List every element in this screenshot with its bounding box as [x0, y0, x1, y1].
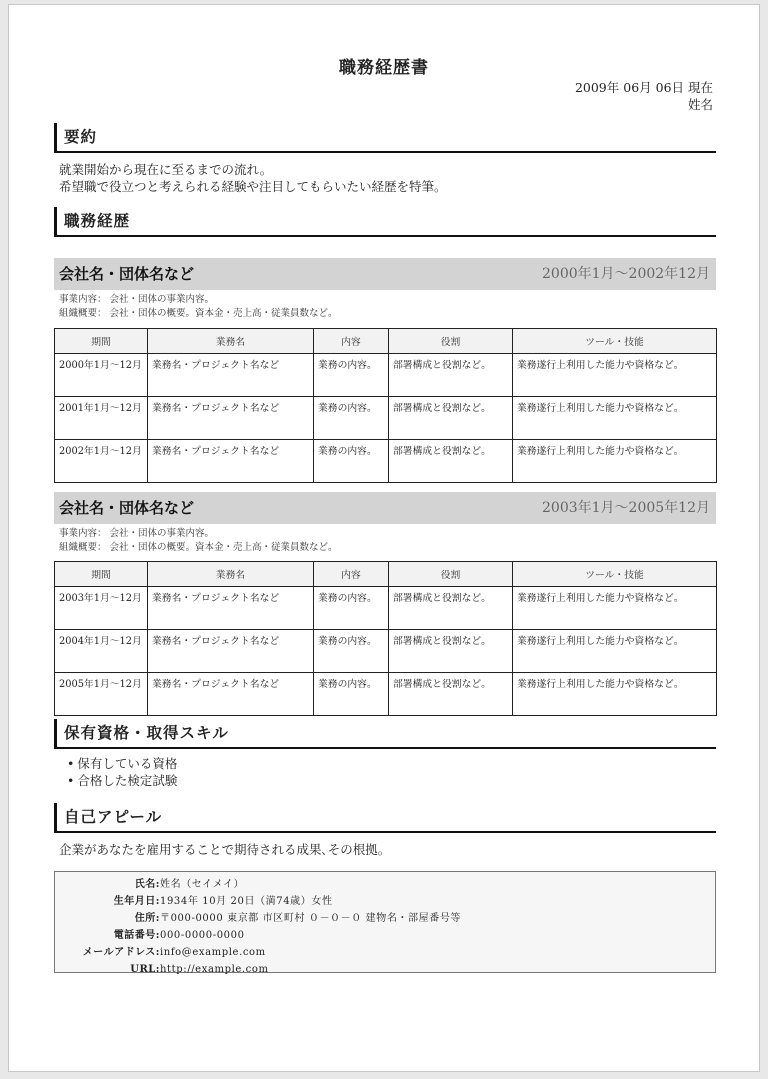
table-row [55, 440, 717, 483]
skills-list [67, 755, 177, 789]
info-value: 〒000-0000 東京都 市区町村 ０－０－０ 建物名・部屋番号等 [160, 913, 462, 924]
table-row [55, 630, 717, 673]
cell-task: 業務名・プロジェクト名など [148, 587, 314, 630]
cell-tools: 業務遂行上利用した能力や資格など。 [513, 397, 717, 440]
cell-content: 業務の内容。 [314, 440, 389, 483]
info-row [55, 927, 715, 944]
cell-role: 部署構成と役割など。 [389, 440, 513, 483]
work-history-table [54, 328, 717, 483]
table-row [55, 354, 717, 397]
info-label: 電話番号: [113, 930, 160, 941]
cell-role: 部署構成と役割など。 [389, 587, 513, 630]
business-description: 事業内容： 会社・団体の事業内容。 [59, 294, 215, 305]
info-value: 姓名（セイメイ） [160, 879, 245, 890]
info-value: 000-0000-0000 [160, 930, 245, 941]
column-header: 期間 [55, 562, 148, 587]
company-period: 2003年1月～2005年12月 [542, 500, 710, 516]
business-description: 事業内容： 会社・団体の事業内容。 [59, 528, 215, 539]
company-name: 会社名・団体名など [59, 265, 195, 283]
company-name: 会社名・団体名など [59, 499, 195, 517]
cell-task: 業務名・プロジェクト名など [148, 397, 314, 440]
cell-task: 業務名・プロジェクト名など [148, 630, 314, 673]
cell-task: 業務名・プロジェクト名など [148, 440, 314, 483]
cell-period: 2002年1月～12月 [55, 440, 148, 483]
column-header: 業務名 [148, 329, 314, 354]
cell-role: 部署構成と役割など。 [389, 354, 513, 397]
company-period: 2000年1月～2002年12月 [542, 266, 710, 282]
cell-tools: 業務遂行上利用した能力や資格など。 [513, 673, 717, 716]
info-value[interactable]: info@example.com [160, 947, 266, 958]
cell-tools: 業務遂行上利用した能力や資格など。 [513, 354, 717, 397]
cell-content: 業務の内容。 [314, 673, 389, 716]
info-row [55, 876, 715, 893]
cell-content: 業務の内容。 [314, 587, 389, 630]
cell-period: 2001年1月～12月 [55, 397, 148, 440]
cell-tools: 業務遂行上利用した能力や資格など。 [513, 587, 717, 630]
cell-role: 部署構成と役割など。 [389, 630, 513, 673]
resume-page [8, 4, 760, 1072]
table-row [55, 673, 717, 716]
cell-tools: 業務遂行上利用した能力や資格など。 [513, 440, 717, 483]
summary-line: 就業開始から現在に至るまでの流れ。 [59, 162, 273, 177]
column-header: ツール・技能 [513, 562, 717, 587]
cell-content: 業務の内容。 [314, 354, 389, 397]
list-item: • 合格した検定試験 [67, 772, 177, 789]
cell-task: 業務名・プロジェクト名など [148, 354, 314, 397]
organization-description: 組織概要： 会社・団体の概要。資本金・売上高・従業員数など。 [59, 308, 338, 319]
cell-content: 業務の内容。 [314, 397, 389, 440]
column-header: ツール・技能 [513, 329, 717, 354]
table-header-row [55, 329, 717, 354]
work-history-table [54, 561, 717, 716]
summary-heading: 要約 [54, 123, 716, 153]
cell-period: 2004年1月～12月 [55, 630, 148, 673]
cell-period: 2005年1月～12月 [55, 673, 148, 716]
table-row [55, 397, 717, 440]
info-row [55, 961, 715, 978]
info-label: メールアドレス: [82, 947, 160, 958]
column-header: 役割 [389, 329, 513, 354]
info-label: 氏名: [134, 879, 160, 890]
info-row [55, 944, 715, 961]
info-row [55, 910, 715, 927]
organization-description: 組織概要： 会社・団体の概要。資本金・売上高・従業員数など。 [59, 542, 338, 553]
info-value: 1934年 10月 20日（満74歳）女性 [160, 896, 333, 907]
column-header: 期間 [55, 329, 148, 354]
cell-role: 部署構成と役割など。 [389, 397, 513, 440]
cell-role: 部署構成と役割など。 [389, 673, 513, 716]
info-label: 生年月日: [113, 896, 160, 907]
personal-info-box [54, 871, 716, 973]
list-item: • 保有している資格 [67, 755, 177, 772]
cell-content: 業務の内容。 [314, 630, 389, 673]
info-value[interactable]: http://example.com [160, 964, 269, 975]
cell-task: 業務名・プロジェクト名など [148, 673, 314, 716]
summary-line: 希望職で役立つと考えられる経験や注目してもらいたい経歴を特筆。 [59, 179, 447, 194]
document-title: 職務経歴書 [339, 58, 429, 78]
header-name: 姓名 [687, 97, 713, 112]
date-text: 2009年 06月 06日 現在 [574, 80, 713, 95]
info-label: URL: [130, 964, 160, 975]
pr-text: 企業があなたを雇用することで期待される成果､その根拠。 [59, 842, 391, 857]
cell-tools: 業務遂行上利用した能力や資格など。 [513, 630, 717, 673]
cell-period: 2003年1月～12月 [55, 587, 148, 630]
company-header [54, 492, 716, 524]
column-header: 業務名 [148, 562, 314, 587]
pr-heading: 自己アピール [54, 803, 716, 833]
info-row [55, 893, 715, 910]
table-row [55, 587, 717, 630]
cell-period: 2000年1月～12月 [55, 354, 148, 397]
skills-heading: 保有資格・取得スキル [54, 719, 716, 749]
company-header [54, 258, 716, 290]
column-header: 内容 [314, 329, 389, 354]
history-heading: 職務経歴 [54, 207, 716, 237]
info-label: 住所: [134, 913, 160, 924]
table-header-row [55, 562, 717, 587]
column-header: 内容 [314, 562, 389, 587]
column-header: 役割 [389, 562, 513, 587]
